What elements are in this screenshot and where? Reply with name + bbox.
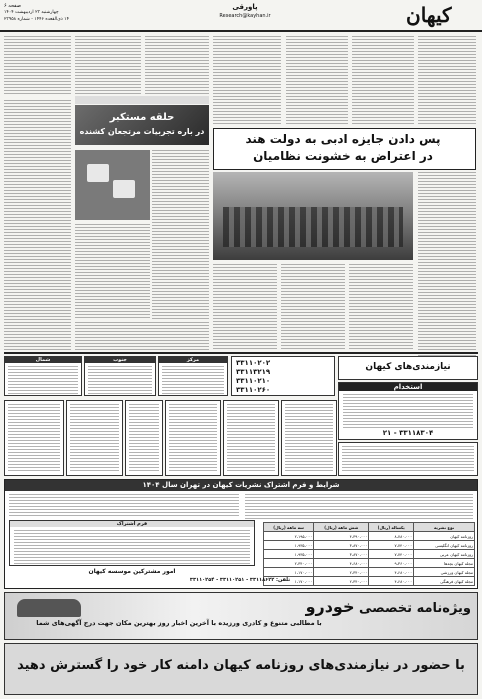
table-header-cell: شش ماهه (ریال) (314, 523, 369, 532)
ads-section (4, 352, 478, 477)
feature-body-bottom (75, 322, 209, 350)
table-cell: ۴،۳۹۰،۰۰۰ (314, 532, 369, 541)
section-email: Research@kayhan.ir (219, 13, 271, 19)
table-cell: ۱،۹۳۵،۰۰۰ (264, 550, 314, 559)
subscription-title: شرایط و فرم اشتراک نشریات کیهان در تهران سال ۱۴۰۴ (5, 480, 477, 491)
table-cell: ۴،۶۸۰،۰۰۰ (314, 559, 369, 568)
table-row (264, 541, 475, 550)
ad-box (281, 400, 337, 476)
table-cell: ۴،۶۸۰،۰۰۰ (369, 568, 414, 577)
form-title: فرم اشتراک (10, 521, 254, 527)
table-cell: مجله کیهان فرهنگی (414, 577, 475, 586)
ads-region-north-label: شمال (5, 357, 81, 363)
ad-box (125, 400, 163, 476)
table-cell: ۲،۳۴۰،۰۰۰ (314, 568, 369, 577)
ads-phone-2: ۳۳۱۱۳۲۱۹ (236, 368, 271, 376)
ads-brand-box (338, 356, 478, 380)
table-row (264, 532, 475, 541)
ad-box (4, 400, 64, 476)
ads-phone-3: ۳۳۱۱۰۲۱۰ (236, 377, 271, 385)
ads-hiring-box (338, 382, 478, 440)
table-header-cell: یکساله (ریال) (369, 523, 414, 532)
article-body-3 (349, 264, 413, 349)
auto-banner-subtitle: با مطالبی متنوع و کادری ورزیده با آخرین اخبار روز بهترین مکان جهت درج آگهی‌های شما (36, 619, 322, 627)
feature-column-mid (152, 150, 209, 320)
table-cell: روزنامه کیهان (414, 532, 475, 541)
ads-region-south (84, 356, 156, 396)
table-cell: مجله کیهان بچه‌ها (414, 559, 475, 568)
ad-box (66, 400, 123, 476)
ad-box (338, 442, 478, 476)
ads-region-south-lines (88, 366, 152, 394)
headline-box (213, 128, 476, 170)
article-column-2 (352, 36, 414, 126)
table-cell: ۲،۱۹۵،۰۰۰ (264, 532, 314, 541)
protest-photo (213, 172, 413, 260)
logo-text: کیهان (406, 3, 452, 27)
subscription-terms (245, 494, 473, 520)
article-column-right (418, 36, 476, 126)
table-cell: مجله کیهان ورزشی (414, 568, 475, 577)
article-column-6 (75, 36, 141, 96)
table-header-cell: سه ماهه (ریال) (264, 523, 314, 532)
car-illustration (17, 599, 81, 617)
table-cell: ۱،۱۷۰،۰۰۰ (264, 577, 314, 586)
table-cell: ۳،۸۷۰،۰۰۰ (314, 550, 369, 559)
puzzle-piece-icon (113, 180, 135, 198)
table-cell: ۲،۳۴۰،۰۰۰ (314, 577, 369, 586)
article-column-4 (213, 36, 281, 126)
auto-banner-title (306, 597, 471, 616)
ads-phone-1: ۳۳۱۱۰۲۰۲ (236, 359, 271, 367)
puzzle-piece-icon (87, 164, 109, 182)
main-headline-1: پس دادن جایزه ادبی به دولت هند (245, 132, 441, 146)
ads-hiring-call: ۳۳۱۱۸۳۰۴ - ۲۱ (382, 429, 434, 437)
ads-footer-banner (4, 643, 478, 695)
table-cell: ۴،۶۸۰،۰۰۰ (369, 577, 414, 586)
ads-region-north-lines (8, 366, 78, 394)
feature-graphic (75, 105, 209, 145)
ads-hiring-lines (343, 394, 473, 428)
article-column-5 (145, 36, 209, 96)
article-column-3 (286, 36, 348, 126)
table-cell: روزنامه کیهان انگلیسی (414, 541, 475, 550)
table-cell: روزنامه کیهان عربی (414, 550, 475, 559)
table-cell: ۸،۷۸۰،۰۰۰ (369, 532, 414, 541)
table-cell: ۹،۳۶۰،۰۰۰ (369, 559, 414, 568)
puzzle-illustration (75, 150, 150, 220)
feature-body-left-bottom (4, 322, 71, 350)
table-cell: ۷،۷۴۰،۰۰۰ (369, 550, 414, 559)
feature-strip (75, 96, 209, 104)
ads-footer-text: با حضور در نیازمندی‌های روزنامه کیهان دامنه کار خود را گسترش دهید (17, 658, 465, 673)
article-body-1 (213, 264, 277, 349)
table-cell: ۱،۱۷۰،۰۰۰ (264, 568, 314, 577)
ads-hiring-label: استخدام (339, 383, 477, 391)
ads-brand-title: نیازمندی‌های کیهان (365, 362, 451, 372)
ads-region-north (4, 356, 82, 396)
table-cell: ۷،۷۴۰،۰۰۰ (369, 541, 414, 550)
feature-headline-2: در باره تجربیات مرتجعان کشنده (79, 127, 205, 136)
table-cell: ۲،۳۴۰،۰۰۰ (264, 559, 314, 568)
ads-region-center (158, 356, 228, 396)
table-row (264, 568, 475, 577)
article-sidebar (418, 172, 476, 362)
ads-region-center-label: مرکز (159, 357, 227, 363)
crowd-shape (223, 207, 403, 247)
article-body-2 (281, 264, 345, 349)
feature-column-mid2 (75, 224, 150, 320)
main-headline-2: در اعتراض به خشونت نظامیان (253, 149, 433, 163)
table-row (264, 550, 475, 559)
ad-box (223, 400, 279, 476)
date-line-2: ۱۴ ذی‌القعده ۱۴۴۶ - شماره ۲۳۹۵۸ (4, 17, 69, 22)
table-cell: ۳،۸۷۰،۰۰۰ (314, 541, 369, 550)
ads-phone-4: ۳۳۱۱۰۲۶۰ (236, 386, 271, 394)
table-header-row (264, 523, 475, 532)
subscription-footer: امور مشترکین موسسه کیهان (88, 568, 176, 575)
section-label: پاورقی (232, 3, 258, 11)
subscription-terms-left (9, 494, 239, 516)
ads-phone-box (231, 356, 335, 396)
ads-region-center-lines (162, 366, 224, 394)
feature-headline-1: حلقه مستکبر (109, 112, 175, 123)
ads-region-south-label: جنوب (85, 357, 155, 363)
page-number: صفحه ۶ (4, 3, 21, 9)
auto-banner-brand: خودرو (305, 597, 355, 616)
subscription-form (9, 520, 255, 566)
table-header-cell: نوع نشریه (414, 523, 475, 532)
feature-column-left (4, 100, 71, 320)
form-fields[interactable] (14, 530, 250, 564)
ad-box (165, 400, 221, 476)
date-line-1: چهارشنبه ۲۳ اردیبهشت ۱۴۰۴ (4, 10, 59, 15)
article-column-7 (4, 36, 71, 96)
subscription-section (4, 479, 478, 589)
table-cell: ۱،۹۳۵،۰۰۰ (264, 541, 314, 550)
masthead (0, 0, 482, 32)
logo (406, 3, 476, 27)
table-row (264, 559, 475, 568)
auto-banner-main: ویژه‌نامه تخصصی (359, 601, 471, 616)
auto-banner (4, 592, 478, 640)
subscription-phones: تلفن: ۳۳۱۱۸۶۲۲ - ۳۳۱۱۰۲۵۱ - ۳۳۱۱۰۲۵۴ (189, 577, 291, 583)
